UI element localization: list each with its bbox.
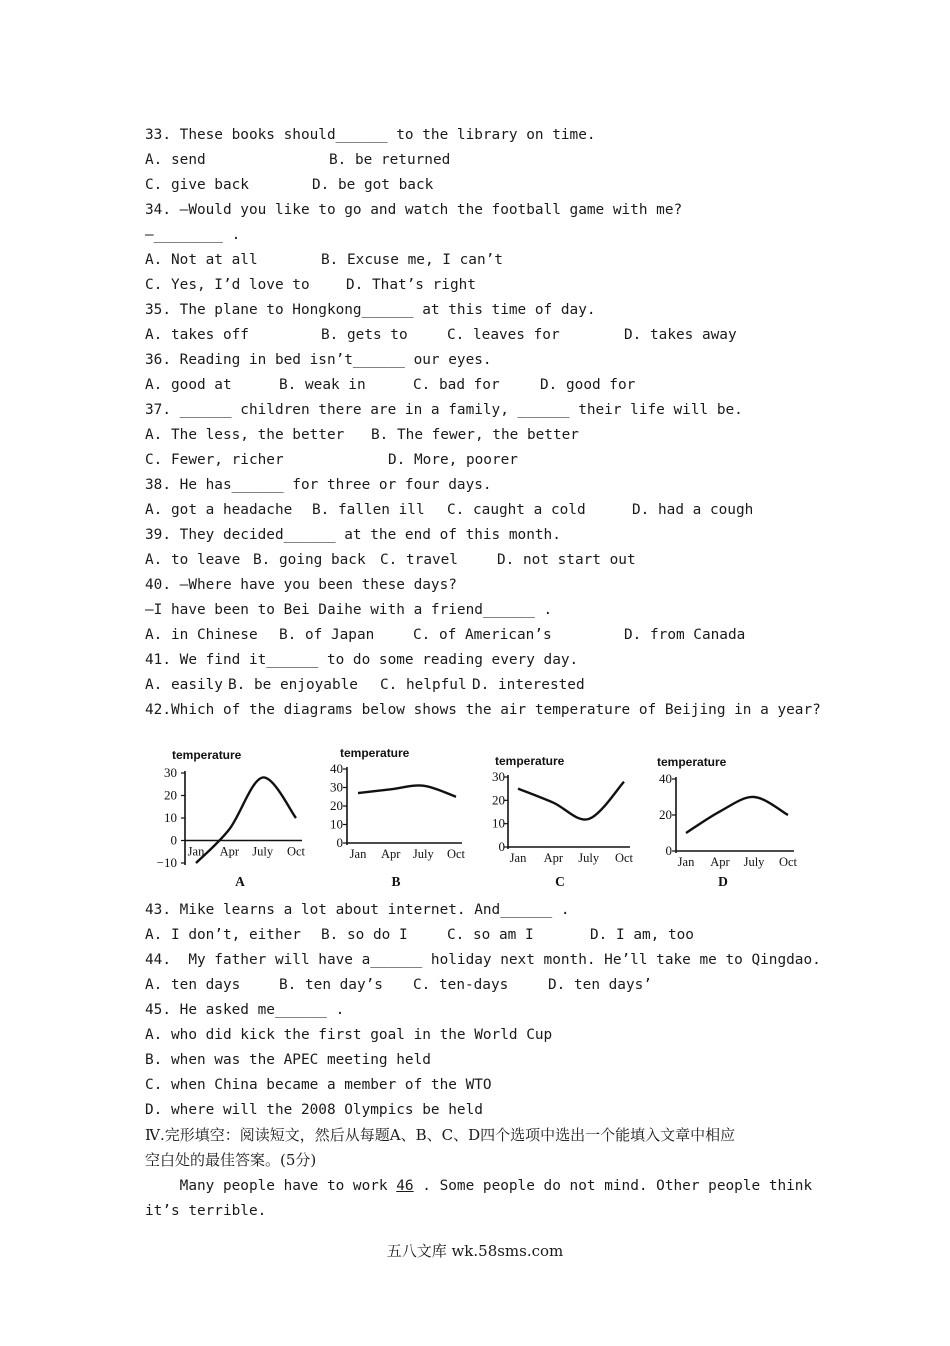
chart-a-ytick-label: 10 bbox=[164, 810, 177, 825]
chart-d-xtick-label: Jan bbox=[677, 855, 695, 869]
question-36-stem: 36. Reading in bed isn’t______ our eyes. bbox=[145, 352, 492, 368]
temperature-diagrams bbox=[0, 735, 950, 900]
q35-option-a: A. takes off bbox=[145, 327, 249, 343]
chart-d-xtick-label: Apr bbox=[710, 855, 730, 869]
q44-option-b: B. ten day’s bbox=[279, 977, 383, 993]
passage-line-2: it’s terrible. bbox=[145, 1203, 267, 1219]
chart-c-ytick-label: 20 bbox=[492, 792, 505, 808]
chart-a-xtick-label: Apr bbox=[219, 844, 240, 859]
question-39-stem: 39. They decided______ at the end of this month. bbox=[145, 527, 561, 543]
chart-d-ytick-label: 20 bbox=[659, 807, 672, 822]
q45-option-b: B. when was the APEC meeting held bbox=[145, 1052, 431, 1068]
chart-b-letter: B bbox=[391, 874, 401, 889]
chart-a-series-line bbox=[196, 777, 296, 863]
q45-option-a: A. who did kick the first goal in the World Cup bbox=[145, 1027, 553, 1043]
question-44-stem: 44. My father will have a______ holiday next month. He’ll take me to Qingdao. bbox=[145, 952, 821, 968]
q37-option-b: B. The fewer, the better bbox=[371, 427, 579, 443]
chart-c-letter: C bbox=[555, 874, 565, 889]
q33-option-a: A. send bbox=[145, 152, 206, 168]
chart-a-ytick-label: 0 bbox=[170, 832, 177, 848]
q36-option-d: D. good for bbox=[540, 377, 636, 393]
chart-d-series-line bbox=[686, 797, 788, 833]
q35-option-b: B. gets to bbox=[321, 327, 408, 343]
question-34-stem: 34. —Would you like to go and watch the football game with me? bbox=[145, 202, 683, 218]
q37-option-d: D. More, poorer bbox=[388, 452, 518, 468]
blank-46: 46 bbox=[396, 1178, 414, 1194]
chart-b-ytick-label: 20 bbox=[330, 798, 343, 813]
question-34-response: —________ . bbox=[145, 227, 241, 243]
question-45-stem: 45. He asked me______ . bbox=[145, 1002, 345, 1018]
chart-a-ylabel: temperature bbox=[172, 748, 242, 762]
q41-option-d: D. interested bbox=[472, 677, 585, 693]
chart-b-ytick-label: 40 bbox=[330, 761, 343, 776]
chart-c-xtick-label: Apr bbox=[543, 851, 564, 865]
q41-option-b: B. be enjoyable bbox=[228, 677, 358, 693]
chart-a-xtick-label: Oct bbox=[286, 844, 306, 859]
section-instructions: 空白处的最佳答案。(5分) bbox=[145, 1151, 317, 1169]
chart-b-xtick-label: July bbox=[412, 847, 434, 861]
chart-c-ytick-label: 30 bbox=[492, 769, 505, 784]
chart-a-xtick-label: Jan bbox=[187, 844, 205, 859]
chart-a-ytick-label: −10 bbox=[156, 855, 177, 870]
q37-option-a: A. The less, the better bbox=[145, 427, 345, 443]
question-41-stem: 41. We find it______ to do some reading every day. bbox=[145, 652, 579, 668]
q34-option-c: C. Yes, I’d love to bbox=[145, 277, 310, 293]
chart-c-ytick-label: 0 bbox=[498, 839, 505, 854]
q38-option-c: C. caught a cold bbox=[447, 502, 586, 518]
chart-c-xtick-label: Oct bbox=[614, 851, 634, 865]
q43-option-d: D. I am, too bbox=[590, 927, 694, 943]
chart-b-series-line bbox=[358, 785, 456, 796]
q39-option-b: B. going back bbox=[253, 552, 366, 568]
question-38-stem: 38. He has______ for three or four days. bbox=[145, 477, 492, 493]
q45-option-c: C. when China became a member of the WTO bbox=[145, 1077, 492, 1093]
q43-option-b: B. so do I bbox=[321, 927, 408, 943]
q44-option-d: D. ten days’ bbox=[548, 977, 652, 993]
chart-c-series-line bbox=[518, 782, 624, 820]
q36-option-b: B. weak in bbox=[279, 377, 366, 393]
q39-option-c: C. travel bbox=[380, 552, 458, 568]
chart-d-xtick-label: Oct bbox=[778, 855, 798, 869]
q34-option-a: A. Not at all bbox=[145, 252, 258, 268]
q44-option-a: A. ten days bbox=[145, 977, 241, 993]
q34-option-b: B. Excuse me, I can’t bbox=[321, 252, 503, 268]
q43-option-c: C. so am I bbox=[447, 927, 534, 943]
chart-d-letter: D bbox=[718, 874, 728, 889]
q40-option-c: C. of American’s bbox=[413, 627, 552, 643]
q36-option-c: C. bad for bbox=[413, 377, 500, 393]
question-37-stem: 37. ______ children there are in a family, ______ their life will be. bbox=[145, 402, 743, 418]
q33-option-d: D. be got back bbox=[312, 177, 434, 193]
chart-c-xtick-label: Jan bbox=[509, 851, 527, 865]
q40-option-a: A. in Chinese bbox=[145, 627, 258, 643]
q36-option-a: A. good at bbox=[145, 377, 232, 393]
passage-text-start: Many people have to work bbox=[145, 1178, 397, 1194]
q33-option-c: C. give back bbox=[145, 177, 249, 193]
q40-option-b: B. of Japan bbox=[279, 627, 375, 643]
chart-d-ytick-label: 0 bbox=[665, 843, 672, 858]
q35-option-c: C. leaves for bbox=[447, 327, 560, 343]
question-40-response: —I have been to Bei Daihe with a friend______ . bbox=[145, 602, 553, 618]
q37-option-c: C. Fewer, richer bbox=[145, 452, 284, 468]
chart-a-xtick-label: July bbox=[252, 844, 274, 859]
q44-option-c: C. ten-days bbox=[413, 977, 509, 993]
chart-d-ytick-label: 40 bbox=[659, 771, 672, 786]
chart-b-xtick-label: Oct bbox=[446, 847, 466, 861]
section-heading: Ⅳ.完形填空：阅读短文，然后从每题A、B、C、D四个选项中选出一个能填入文章中相应 bbox=[145, 1126, 736, 1144]
question-40-stem: 40. —Where have you been these days? bbox=[145, 577, 457, 593]
chart-b-ytick-label: 30 bbox=[330, 779, 343, 795]
q39-option-a: A. to leave bbox=[145, 552, 241, 568]
chart-b-ylabel: temperature bbox=[340, 746, 410, 760]
chart-a-letter: A bbox=[235, 874, 245, 889]
q43-option-a: A. I don’t, either bbox=[145, 927, 301, 943]
passage-text-end: . Some people do not mind. Other people think bbox=[413, 1178, 813, 1194]
chart-c-ytick-label: 10 bbox=[492, 815, 505, 831]
question-42-stem: 42.Which of the diagrams below shows the air temperature of Beijing in a year? bbox=[145, 702, 821, 718]
q34-option-d: D. That’s right bbox=[346, 277, 476, 293]
question-43-stem: 43. Mike learns a lot about internet. And______ . bbox=[145, 902, 570, 918]
chart-b-ytick-label: 0 bbox=[336, 835, 343, 850]
q41-option-a: A. easily bbox=[145, 677, 223, 693]
passage-line-1 bbox=[145, 1176, 812, 1196]
chart-c-ylabel: temperature bbox=[495, 754, 565, 768]
question-33-stem: 33. These books should______ to the library on time. bbox=[145, 127, 596, 143]
q38-option-d: D. had a cough bbox=[632, 502, 754, 518]
q35-option-d: D. takes away bbox=[624, 327, 737, 343]
q33-option-b: B. be returned bbox=[329, 152, 451, 168]
q38-option-a: A. got a headache bbox=[145, 502, 293, 518]
question-35-stem: 35. The plane to Hongkong______ at this time of day. bbox=[145, 302, 596, 318]
q41-option-c: C. helpful bbox=[380, 677, 467, 693]
chart-b-xtick-label: Jan bbox=[349, 847, 367, 861]
chart-b-ytick-label: 10 bbox=[330, 816, 343, 832]
q45-option-d: D. where will the 2008 Olympics be held bbox=[145, 1102, 483, 1118]
chart-d-xtick-label: July bbox=[743, 855, 765, 869]
chart-a-ytick-label: 20 bbox=[164, 787, 177, 803]
q39-option-d: D. not start out bbox=[497, 552, 636, 568]
chart-a-ytick-label: 30 bbox=[164, 765, 177, 780]
q38-option-b: B. fallen ill bbox=[312, 502, 425, 518]
chart-b-xtick-label: Apr bbox=[380, 847, 401, 861]
footer-watermark: 五八文库 wk.58sms.com bbox=[386, 1242, 564, 1260]
chart-c-xtick-label: July bbox=[578, 851, 600, 865]
chart-d-ylabel: temperature bbox=[657, 755, 727, 769]
q40-option-d: D. from Canada bbox=[624, 627, 746, 643]
